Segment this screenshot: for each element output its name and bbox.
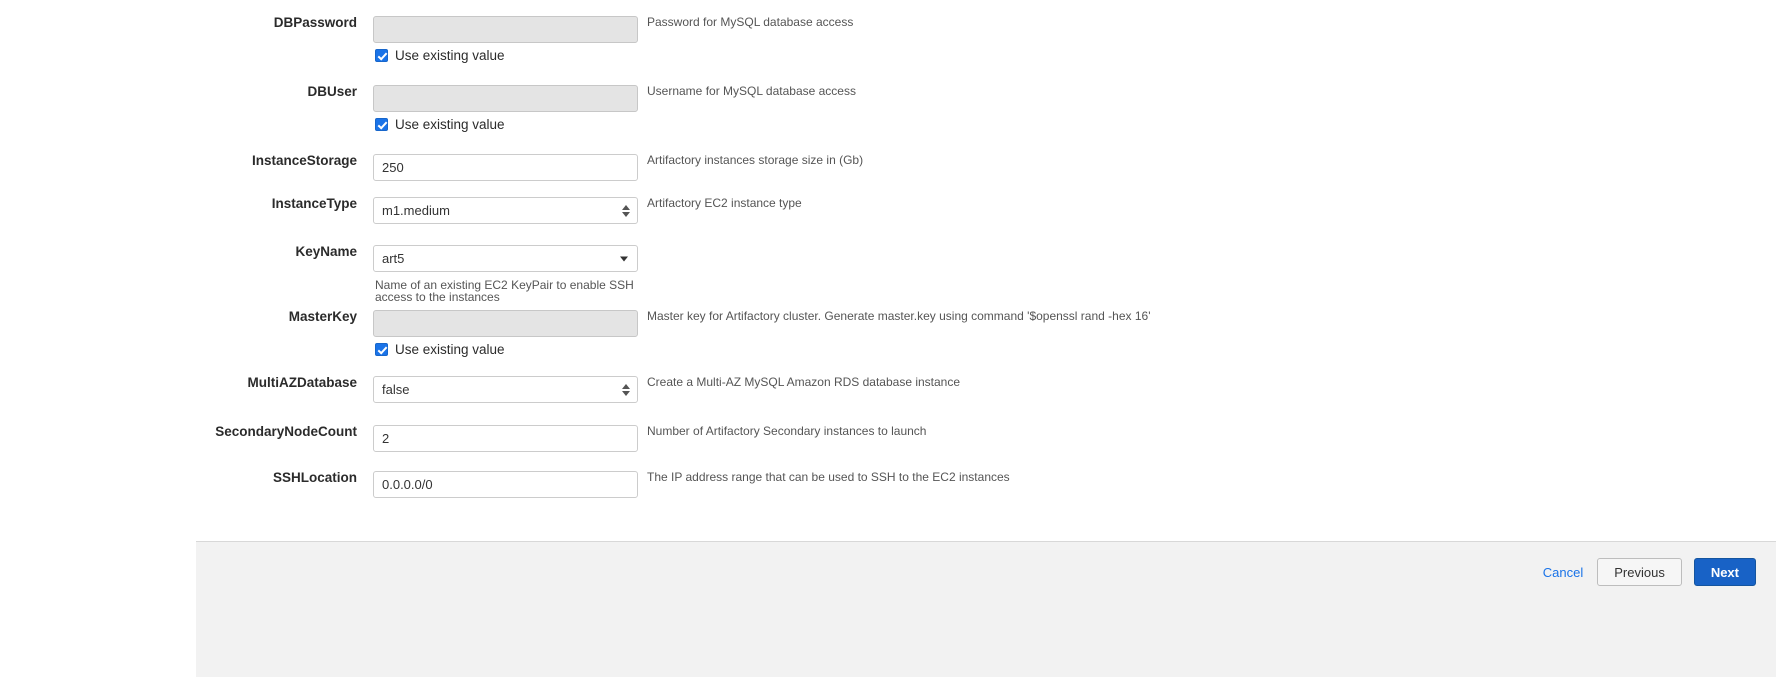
param-label-instancestorage: InstanceStorage — [251, 153, 357, 168]
instancetype-selected-value: m1.medium — [382, 203, 450, 218]
param-field-dbuser — [373, 85, 639, 132]
param-row-secondarynodecount — [0, 425, 1776, 452]
previous-button[interactable]: Previous — [1597, 558, 1682, 586]
param-description-masterkey: Master key for Artifactory cluster. Generate master.key using command '$openssl rand -hex 16' — [647, 309, 1151, 323]
param-field-dbpassword — [373, 16, 639, 63]
wizard-footer — [196, 541, 1776, 677]
dbuser-use-existing-label: Use existing value — [395, 117, 505, 132]
spinner-arrows-icon[interactable] — [622, 384, 630, 396]
dbuser-input[interactable] — [373, 85, 638, 112]
sshlocation-input[interactable] — [373, 471, 638, 498]
param-label-masterkey: MasterKey — [288, 309, 357, 324]
param-label-secondarynodecount: SecondaryNodeCount — [215, 424, 357, 439]
dbpassword-use-existing-label: Use existing value — [395, 48, 505, 63]
param-label-keyname: KeyName — [295, 244, 357, 259]
param-row-masterkey — [0, 310, 1776, 357]
param-label-instancetype: InstanceType — [271, 196, 357, 211]
param-row-instancestorage — [0, 154, 1776, 181]
param-row-keyname — [0, 245, 1776, 303]
param-field-instancestorage — [373, 154, 639, 181]
param-row-instancetype — [0, 197, 1776, 224]
param-field-keyname — [373, 245, 639, 303]
dbpassword-use-existing-checkbox[interactable] — [375, 49, 639, 63]
param-description-instancetype: Artifactory EC2 instance type — [647, 196, 802, 210]
param-row-multiazdatabase — [0, 376, 1776, 403]
masterkey-input[interactable] — [373, 310, 638, 337]
dbpassword-input[interactable] — [373, 16, 638, 43]
param-field-multiazdatabase — [373, 376, 639, 403]
param-field-masterkey — [373, 310, 639, 357]
param-label-dbpassword: DBPassword — [273, 15, 357, 30]
param-description-secondarynodecount: Number of Artifactory Secondary instances to launch — [647, 424, 927, 438]
instancetype-select[interactable] — [373, 197, 638, 224]
multiazdatabase-selected-value: false — [382, 382, 410, 397]
param-row-sshlocation — [0, 471, 1776, 498]
cancel-button[interactable]: Cancel — [1542, 564, 1584, 580]
param-field-secondarynodecount — [373, 425, 639, 452]
param-label-sshlocation: SSHLocation — [272, 470, 357, 485]
keyname-select[interactable] — [373, 245, 638, 272]
param-description-dbpassword: Password for MySQL database access — [647, 15, 854, 29]
param-row-dbuser — [0, 85, 1776, 132]
next-button[interactable]: Next — [1694, 558, 1756, 586]
instancestorage-input[interactable] — [373, 154, 638, 181]
masterkey-use-existing-label: Use existing value — [395, 342, 505, 357]
secondarynodecount-input[interactable] — [373, 425, 638, 452]
param-row-dbpassword — [0, 16, 1776, 63]
masterkey-use-existing-checkbox[interactable] — [375, 343, 639, 357]
checkbox-checked-icon[interactable] — [375, 343, 388, 356]
param-description-keyname: Name of an existing EC2 KeyPair to enable SSH access to the instances — [375, 278, 634, 304]
param-description-dbuser: Username for MySQL database access — [647, 84, 856, 98]
checkbox-checked-icon[interactable] — [375, 49, 388, 62]
dbuser-use-existing-checkbox[interactable] — [375, 118, 639, 132]
chevron-down-icon[interactable] — [620, 256, 628, 261]
param-label-dbuser: DBUser — [307, 84, 357, 99]
keyname-selected-value: art5 — [382, 251, 405, 266]
param-field-sshlocation — [373, 471, 639, 498]
checkbox-checked-icon[interactable] — [375, 118, 388, 131]
param-description-multiazdatabase: Create a Multi-AZ MySQL Amazon RDS database instance — [647, 375, 961, 389]
spinner-arrows-icon[interactable] — [622, 205, 630, 217]
param-label-multiazdatabase: MultiAZDatabase — [247, 375, 357, 390]
param-description-sshlocation: The IP address range that can be used to SSH to the EC2 instances — [647, 470, 1010, 484]
param-field-instancetype — [373, 197, 639, 224]
param-description-instancestorage: Artifactory instances storage size in (Gb) — [647, 153, 864, 167]
multiazdatabase-select[interactable] — [373, 376, 638, 403]
